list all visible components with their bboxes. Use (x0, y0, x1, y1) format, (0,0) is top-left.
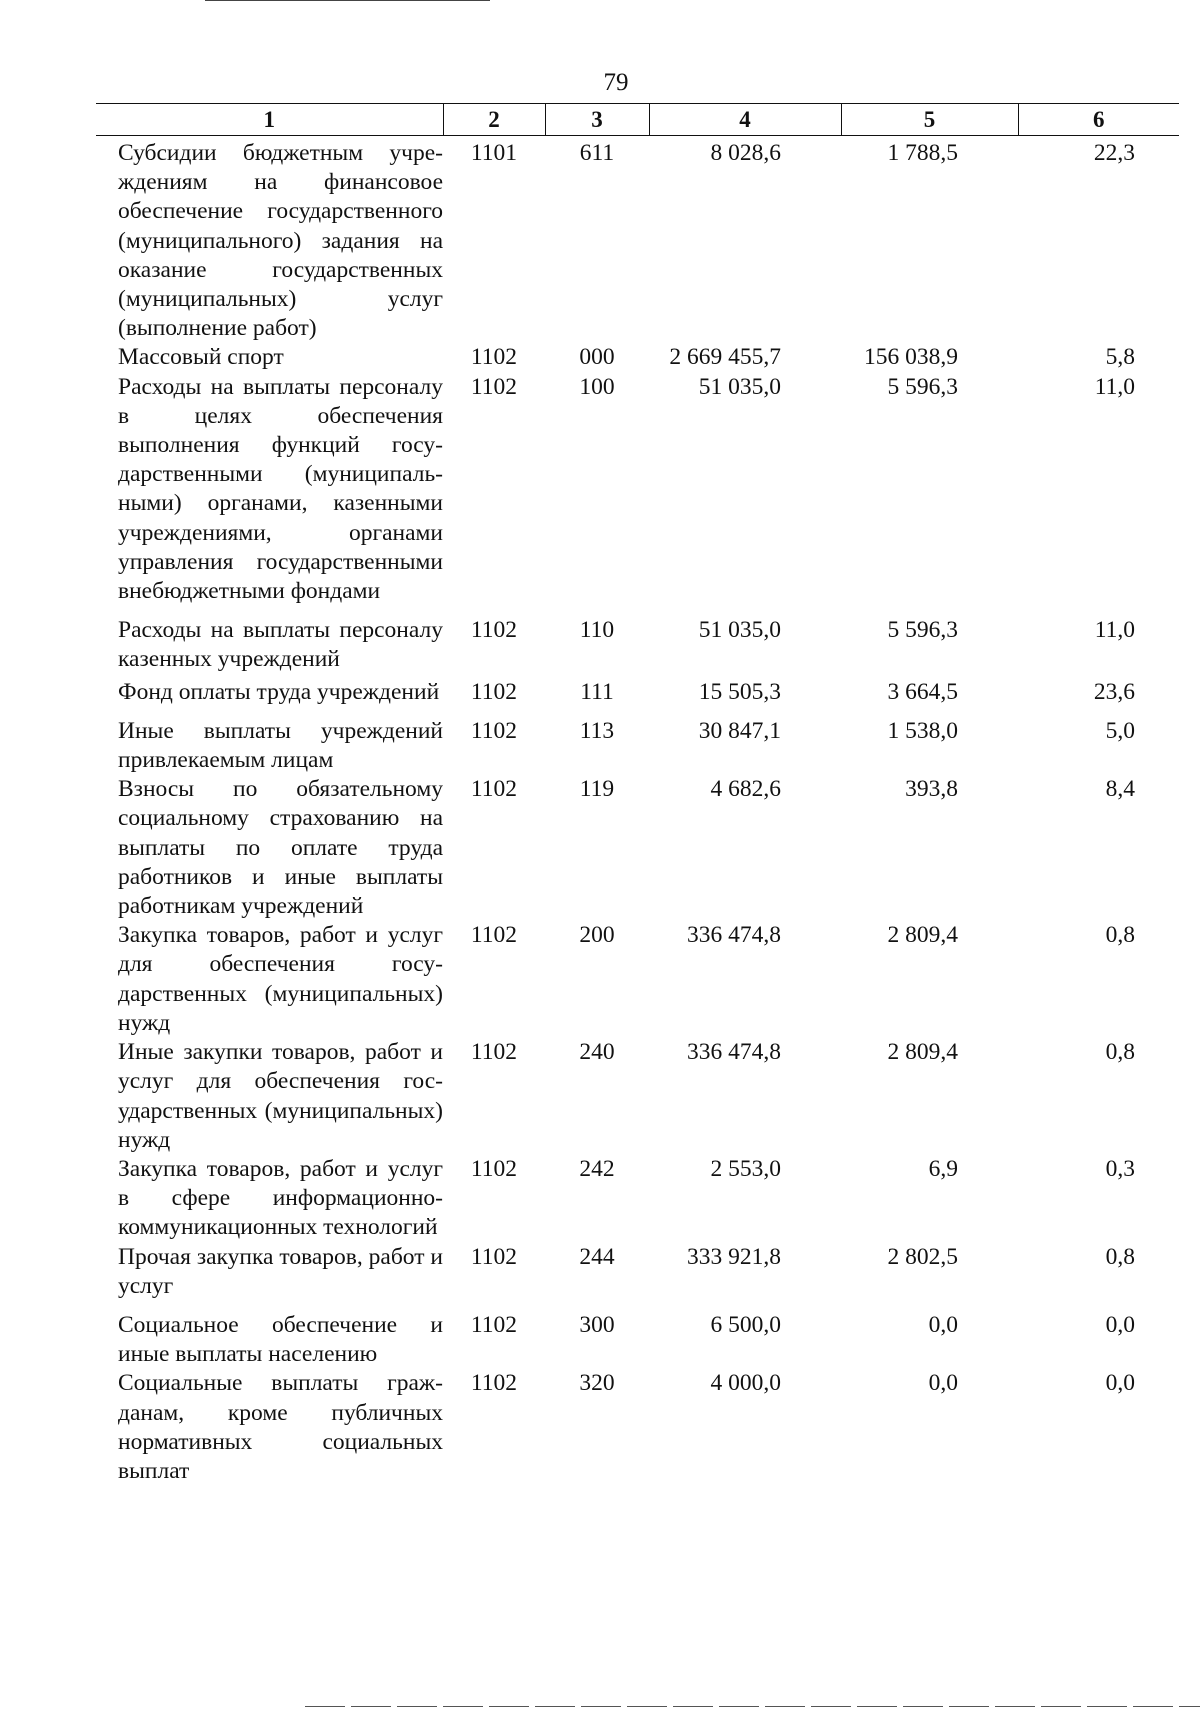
row-name: Закупка товаров, работ и услуг в сфере информационно-коммуникационных технологий (118, 1155, 443, 1241)
row-col-5-value: 1 538,0 (887, 717, 958, 744)
row-section-code: 1102 (470, 776, 518, 803)
row-col-4-value: 51 035,0 (698, 617, 781, 644)
header-col-3: 3 (545, 104, 649, 136)
row-col-4-value: 336 474,8 (687, 922, 781, 949)
row-type-code: 242 (579, 1155, 615, 1182)
row-section-code: 1101 (470, 140, 518, 166)
row-type-code: 240 (579, 1039, 615, 1066)
row-type-code: 244 (579, 1243, 615, 1270)
table-row (96, 675, 1179, 707)
header-col-6: 6 (1018, 104, 1179, 136)
row-type-code: 113 (579, 717, 615, 744)
row-col-5-value: 156 038,9 (864, 344, 958, 371)
row-name: Иные выплаты учреждений привлекаемым лицам (118, 717, 443, 774)
bottom-edge-line (305, 1706, 1200, 1707)
row-col-4-value: 4 000,0 (710, 1370, 781, 1397)
row-col-5-value: 0,0 (928, 1370, 958, 1397)
row-section-code: 1102 (470, 617, 518, 644)
row-col-5-value: 2 809,4 (887, 1039, 958, 1066)
row-col-4-value: 8 028,6 (710, 140, 781, 166)
row-col-6-value: 0,8 (1105, 922, 1135, 949)
row-col-6-value: 0,0 (1105, 1370, 1135, 1397)
row-col-4-value: 333 921,8 (687, 1243, 781, 1270)
row-col-6-value: 5,0 (1105, 717, 1135, 744)
table-row (96, 136, 1179, 344)
row-type-code: 320 (579, 1370, 615, 1397)
row-name: Массовый спорт (118, 344, 284, 371)
row-col-4-value: 4 682,6 (710, 776, 781, 803)
table-row (96, 1038, 1179, 1155)
row-col-6-value: 23,6 (1093, 678, 1135, 705)
row-col-4-value: 30 847,1 (698, 717, 781, 744)
row-type-code: 200 (579, 922, 615, 949)
top-edge-line (205, 0, 490, 1)
row-type-code: 111 (580, 678, 614, 705)
row-name: Взносы по обязательному социальному страхованию на выплаты по оплате труда работников и иные выплаты работникам учреждений (118, 776, 443, 920)
table-row (96, 775, 1179, 921)
header-col-4: 4 (649, 104, 841, 136)
table-row (96, 606, 1179, 674)
row-name: Субсидии бюджетным учреждениям на финансовое обеспечение государственного (муниципального) задания на оказание государственных (муниципальных) услуг (выполнение работ) (118, 140, 443, 342)
row-type-code: 110 (579, 617, 615, 644)
row-name: Фонд оплаты труда учреждений (118, 678, 440, 705)
row-type-code: 100 (579, 373, 615, 400)
table-row (96, 373, 1179, 607)
table-row (96, 343, 1179, 372)
table-row (96, 707, 1179, 775)
header-col-1: 1 (96, 104, 443, 136)
row-section-code: 1102 (470, 922, 518, 949)
row-name: Социальное обеспечение и иные выплаты населению (118, 1311, 443, 1368)
row-section-code: 1102 (470, 1370, 518, 1397)
table-row (96, 1155, 1179, 1243)
row-col-6-value: 22,3 (1093, 140, 1135, 166)
row-type-code: 300 (579, 1311, 615, 1338)
row-col-4-value: 15 505,3 (698, 678, 781, 705)
row-type-code: 119 (579, 776, 615, 803)
row-name: Прочая закупка товаров, работ и услуг (118, 1243, 443, 1299)
row-col-5-value: 393,8 (905, 776, 958, 803)
budget-table (96, 103, 1179, 1486)
row-col-4-value: 2 553,0 (710, 1155, 781, 1182)
row-col-4-value: 2 669 455,7 (669, 344, 781, 371)
row-name: Иные закупки товаров, работ и услуг для обеспечения государственных (муниципальных) нужд (118, 1039, 443, 1153)
table-row (96, 921, 1179, 1038)
page-number: 79 (603, 69, 629, 96)
row-col-4-value: 51 035,0 (698, 373, 781, 400)
row-name: Закупка товаров, работ и услуг для обеспечения государственных (муниципальных) нужд (118, 922, 443, 1036)
row-col-5-value: 2 809,4 (887, 922, 958, 949)
row-col-6-value: 8,4 (1105, 776, 1135, 803)
row-col-5-value: 5 596,3 (887, 617, 958, 644)
row-col-5-value: 5 596,3 (887, 373, 958, 400)
row-col-4-value: 336 474,8 (687, 1039, 781, 1066)
row-type-code: 611 (579, 140, 615, 166)
header-col-5: 5 (841, 104, 1018, 136)
row-section-code: 1102 (470, 1243, 518, 1270)
row-col-5-value: 3 664,5 (887, 678, 958, 705)
row-section-code: 1102 (470, 678, 518, 705)
row-col-6-value: 0,0 (1105, 1311, 1135, 1338)
row-col-6-value: 0,8 (1105, 1039, 1135, 1066)
row-name: Социальные выплаты гражданам, кроме публичных нормативных социальных выплат (118, 1370, 443, 1484)
row-name: Расходы на выплаты персоналу казенных учреждений (118, 617, 443, 673)
row-section-code: 1102 (470, 717, 518, 744)
row-col-6-value: 5,8 (1105, 344, 1135, 371)
row-col-6-value: 11,0 (1094, 373, 1135, 400)
row-col-6-value: 0,8 (1105, 1243, 1135, 1270)
row-section-code: 1102 (470, 344, 518, 371)
row-col-5-value: 1 788,5 (887, 140, 958, 166)
row-section-code: 1102 (470, 1311, 518, 1338)
table-row (96, 1301, 1179, 1369)
row-section-code: 1102 (470, 1155, 518, 1182)
row-col-5-value: 2 802,5 (887, 1243, 958, 1270)
row-name: Расходы на выплаты персоналу в целях обеспечения выполнения функций государственными (муниципальными) органами, казенными учреждениями, органами управления государственными внебюджетными фондами (118, 373, 443, 605)
row-col-6-value: 0,3 (1105, 1155, 1135, 1182)
row-col-4-value: 6 500,0 (710, 1311, 781, 1338)
table-row (96, 1369, 1179, 1486)
table-row (96, 1243, 1179, 1301)
row-section-code: 1102 (470, 373, 518, 400)
row-type-code: 000 (579, 344, 615, 371)
row-col-6-value: 11,0 (1094, 617, 1135, 644)
row-col-5-value: 6,9 (928, 1155, 958, 1182)
row-col-5-value: 0,0 (928, 1311, 958, 1338)
header-row (96, 104, 1179, 136)
header-col-2: 2 (443, 104, 545, 136)
row-section-code: 1102 (470, 1039, 518, 1066)
